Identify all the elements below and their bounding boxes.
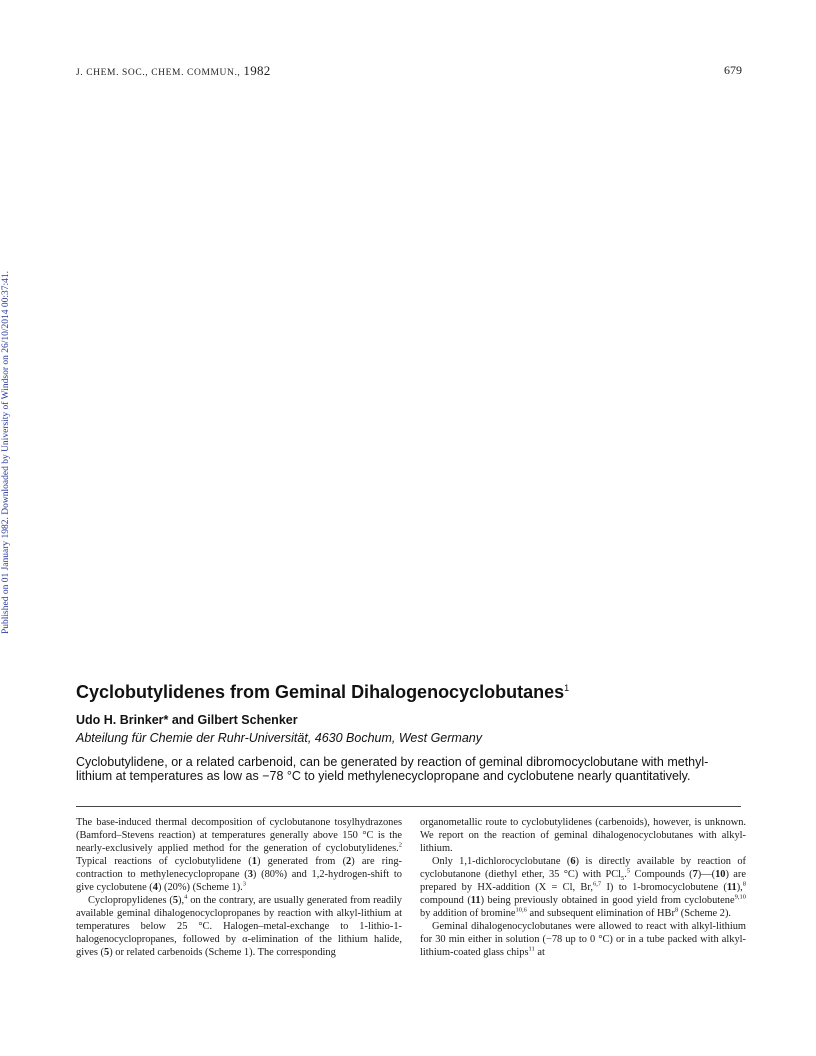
divider — [76, 806, 741, 807]
subscript: 5 — [621, 875, 625, 883]
text-run: ), — [736, 882, 743, 894]
text-run: Compounds ( — [630, 869, 693, 881]
title-reference: 1 — [564, 683, 570, 693]
compound-number: 1 — [251, 856, 257, 868]
reference: 11 — [528, 946, 535, 953]
text-run: Only 1,1-dichlorocyclobutane ( — [432, 856, 571, 868]
reference: 8 — [742, 880, 746, 888]
journal-name: J. CHEM. SOC., CHEM. COMMUN., — [76, 68, 241, 78]
reference: 9,10 — [734, 893, 746, 901]
text-run: . — [624, 869, 627, 881]
body-column-right — [420, 816, 746, 960]
reference: 4 — [184, 893, 188, 901]
text-run: Cyclopropylidenes ( — [88, 895, 173, 907]
paragraph — [420, 855, 746, 920]
paragraph — [76, 816, 402, 894]
body-column-left — [76, 816, 402, 960]
download-watermark: Published on 01 January 1982. Downloaded by University of Windsor on 26/10/2014 00:37:41. — [1, 270, 11, 634]
compound-number: 10 — [715, 869, 726, 881]
text-run: and subsequent elimination of HBr — [526, 908, 675, 920]
text-run: ) generated from ( — [256, 856, 347, 868]
compound-number: 5 — [172, 895, 179, 907]
text-run: ) is directly available by reaction of cyclobutanone (diethyl ether, 35 °C) with PCl — [420, 856, 747, 881]
text-run: ) being previously obtained in good yield from cyclobutene — [480, 895, 735, 907]
paragraph — [420, 816, 746, 855]
text-run: (Scheme 2). — [678, 908, 732, 920]
reference: 3 — [242, 880, 247, 888]
text-run: ) (20%) (Scheme 1). — [157, 882, 243, 894]
compound-number: 5 — [104, 947, 110, 959]
reference: 5 — [626, 867, 631, 875]
reference: 10,6 — [515, 906, 527, 914]
compound-number: 11 — [726, 882, 737, 894]
compound-number: 2 — [346, 856, 352, 868]
text-run: ) or related carbenoids (Scheme 1). The corresponding — [109, 947, 336, 959]
article-title — [76, 682, 569, 703]
text-run: ) are ring-contraction to methylenecyclopropane ( — [76, 856, 402, 881]
reference: 2 — [398, 841, 402, 849]
text-run: on the contrary, are usually generated from readily available geminal dihalogenocyclopropanes by reaction with alkyl-lithium at temperatures below 25 °C. Halogen–metal-exchange to 1-lithio-1-halogenocyclopropanes, followed by α-elimination of the lithium halide, gives ( — [76, 895, 402, 959]
text-run: )—( — [697, 869, 716, 881]
reference: 6,7 — [593, 880, 602, 888]
text-run: Typical reactions of cyclobutylidene ( — [76, 856, 252, 868]
text-run: ), — [178, 895, 185, 907]
text-run: ) (80%) and 1,2-hydrogen-shift to give cyclobutene ( — [76, 869, 402, 894]
compound-number: 6 — [570, 856, 576, 868]
text-run: compound ( — [420, 895, 471, 907]
abstract: Cyclobutylidene, or a related carbenoid, can be generated by reaction of geminal dibromocyclobutane with methyl-lithium at temperatures as low as −78 °C to yield methylenecyclopropane and cyclobutene nearly quantitatively. — [76, 755, 709, 783]
title-text: Cyclobutylidenes from Geminal Dihalogenocyclobutanes — [76, 682, 565, 702]
compound-number: 11 — [470, 895, 481, 907]
paragraph — [76, 894, 402, 959]
compound-number: 3 — [247, 869, 253, 881]
text-run: organometallic route to cyclobutylidenes (carbenoids), however, is unknown. We report on the reaction of geminal dihalogenocyclobutanes with alkyl-lithium. — [420, 817, 746, 855]
text-run: I) to 1-bromocyclobutene ( — [601, 882, 727, 894]
compound-number: 4 — [152, 882, 158, 894]
affiliation: Abteilung für Chemie der Ruhr-Universität, 4630 Bochum, West Germany — [76, 731, 482, 745]
reference: 8 — [674, 906, 679, 914]
running-header — [76, 63, 271, 79]
text-run: by addition of bromine — [420, 908, 516, 920]
text-run: Geminal dihalogenocyclobutanes were allowed to react with alkyl-lithium for 30 min either in solution (−78 up to 0 °C) or in a tube packed with alkyl-lithium-coated glass chips — [420, 921, 746, 959]
author-list: Udo H. Brinker* and Gilbert Schenker — [76, 713, 298, 727]
journal-year: 1982 — [243, 63, 271, 78]
text-run: The base-induced thermal decomposition of cyclobutanone tosylhydrazones (Bamford–Stevens reaction) at temperatures generally above 150 °C is the nearly-exclusively applied method for the generation of cyclobutylidenes. — [76, 817, 402, 855]
text-run: ) are prepared by HX-addition (X = Cl, Br, — [420, 869, 746, 894]
paragraph — [420, 920, 746, 959]
page-number: 679 — [724, 63, 742, 77]
text-run: at — [534, 947, 545, 959]
compound-number: 7 — [692, 869, 698, 881]
